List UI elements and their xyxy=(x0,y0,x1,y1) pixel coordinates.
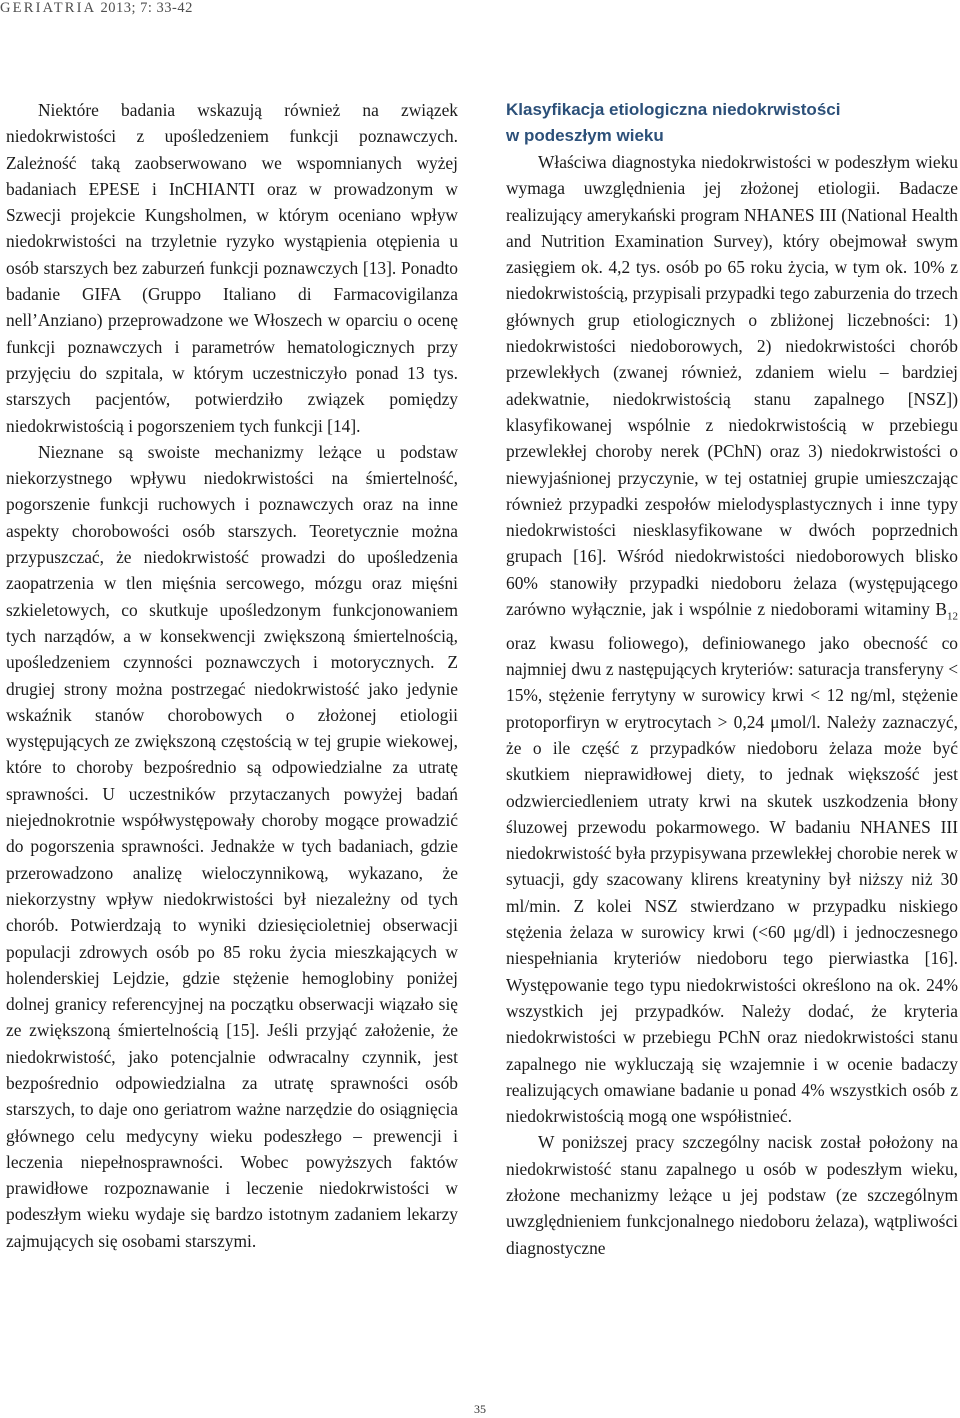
running-head xyxy=(0,0,193,22)
section-heading xyxy=(506,97,958,149)
vitamin-b12-subscript: 12 xyxy=(947,610,958,623)
journal-name: GERIATRIA xyxy=(0,0,97,16)
left-paragraph-1: Niektóre badania wskazują również na związek niedokrwistości z upośledzeniem funkcji poznawczych. Zależność taką zaobserwowano we wspomnianych wyżej badaniach EPESE i InCHIANTI oraz w prowadzonym w Szwecji projekcie Kungsholmen, w którym oceniano wpływ niedokrwistości na trzyletnie ryzyko wystąpienia otępienia u osób starszych bez zaburzeń funkcji poznawczych [13]. Ponadto badanie GIFA (Gruppo Italiano di Farmacovigilanza nell’Anziano) przeprowadzone we Włoszech w oparciu o ocenę funkcji poznawczych i parametrów hematologicznych przy przyjęciu do szpitala, w którym uczestniczyło ponad 13 tys. starszych pacjentów, potwierdziło związek pomiędzy niedokrwistością i pogorszeniem tych funkcji [14]. xyxy=(6,100,458,436)
right-column xyxy=(506,97,958,1261)
section-heading-line-1: Klasyfikacja etiologiczna niedokrwistości xyxy=(506,100,841,119)
right-paragraph-1-text: Właściwa diagnostyka niedokrwistości w podeszłym wieku wymaga uwzględnienia jej złożonej etiologii. Badacze realizujący amerykański program NHANES III (National Health and Nutrition Examination Survey), który obejmował swym zasięgiem ok. 4,2 tys. osób po 65 roku życia, w tym ok. 10% z niedokrwistością, przypisali przypadki tego zaburzenia do trzech głównych grup etiologicznych o zbliżonej liczebności: 1) niedokrwistości niedoborowych, 2) niedokrwistości chorób przewlekłych (zwanej również, zdaniem wielu – bardziej adekwatnie, niedokrwistością stanu zapalnego [NSZ]) klasyfikowanej wspólnie z niedokrwistością w przebiegu przewlekłej choroby nerek (PChN) oraz 3) niedokrwistości o niewyjaśnionej przyczynie, w tej ostatniej grupie umieszczając również przypadki zespołów mielodysplastycznych i inne typy niedokrwistości niesklasyfikowane w dwóch poprzednich grupach [16]. Wśród niedokrwistości niedoborowych blisko 60% stanowiły przypadki niedoboru żelaza (występującego zarówno wyłącznie, jak i wspólnie z niedoborami witaminy B xyxy=(506,152,958,620)
journal-citation: 2013; 7: 33-42 xyxy=(100,0,193,16)
left-column xyxy=(6,97,458,1254)
page-number: 35 xyxy=(474,1402,486,1416)
section-heading-line-2: w podeszłym wieku xyxy=(506,126,664,145)
right-paragraph-2: W poniższej pracy szczególny nacisk został położony na niedokrwistość stanu zapalnego u osób w podeszłym wieku, złożone mechanizmy leżące u jej podstaw (ze szczególnym uwzględnieniem funkcjonalnego niedoboru żelaza), wątpliwości diagnostyczne xyxy=(506,1132,958,1258)
right-paragraph-1-rest: oraz kwasu foliowego), definiowanego jako obecność co najmniej dwu z następujących kryteriów: saturacja transferyny < 15%, stężenie ferrytyny w surowicy krwi < 12 ng/ml, stężenie protoporfiryn w erytrocytach > 0,24 μmol/l. Należy zaznaczyć, że o ile część z przypadków niedoboru żelaza może być skutkiem nieprawidłowej diety, to jednak większość jest odzwierciedleniem utraty krwi na skutek uszkodzenia błony śluzowej przewodu pokarmowego. W badaniu NHANES III niedokrwistość była przypisywana przewlekłej chorobie nerek w sytuacji, gdy szacowany klirens kreatyniny był niższy niż 30 ml/min. Z kolei NSZ stwierdzano w przypadku niskiego stężenia żelaza w surowicy krwi (<60 μg/dl) i jednoczesnego niespełniania kryteriów niedoboru tego pierwiastka [16]. Występowanie tego typu niedokrwistości określono na ok. 24% wszystkich jej przypadków. Należy dodać, że kryteria niedokrwistości w przebiegu PChN oraz niedokrwistości stanu zapalnego nie wykluczają się wzajemnie i w ocenie badaczy realizujących omawiane badanie u ponad 4% wszystkich osób z niedokrwistością mogą one współistnieć. xyxy=(506,632,958,1127)
right-paragraph-1 xyxy=(506,149,958,1129)
left-paragraph-2: Nieznane są swoiste mechanizmy leżące u podstaw niekorzystnego wpływu niedokrwistości na śmiertelność, pogorszenie funkcji ruchowych i poznawczych oraz na inne aspekty chorobowości osób starszych. Teoretycznie można przypuszczać, że niedokrwistość prowadzi do upośledzenia zaopatrzenia w tlen mięśnia sercowego, mózgu oraz mięśni szkieletowych, co skutkuje upośledzonym funkcjonowaniem tych narządów, a w konsekwencji zwiększoną śmiertelnością, upośledzeniem czynności poznawczych i motorycznych. Z drugiej strony można postrzegać niedokrwistość jako jedynie wskaźnik stanów chorobowych o złożonej etiologii występujących ze zwiększoną częstością w tej grupie wiekowej, które to choroby bezpośrednio są odpowiedzialne za utratę sprawności. U uczestników przytaczanych powyżej badań niejednokrotnie współwystępowały choroby mogące prowadzić do pogorszenia sprawności. Jednakże w tych badaniach, gdzie przerowadzono analizę wieloczynnikową, wykazano, że niekorzystny wpływ niedokrwistości był niezależny od tych chorób. Potwierdzają to wyniki dziesięcioletniej obserwacji populacji zdrowych osób po 85 roku życia mieszkających w holenderskiej Lejdzie, gdzie stężenie hemoglobiny poniżej dolnej granicy referencyjnej na początku obserwacji wiązało się ze zwiększoną śmiertelnością [15]. Jeśli przyjąć założenie, że niedokrwistość, jako potencjalnie odwracalny czynnik, jest bezpośrednio odpowiedzialna za utratę sprawności osób starszych, to daje ono geriatrom ważne narzędzie do osiągnięcia głównego celu medycyny wieku podeszłego – prewencji i leczenia niepełnosprawności. Wobec powyższych faktów prawidłowe rozpoznawanie i leczenie niedokrwistości w podeszłym wieku wydaje się bardzo istotnym zadaniem lekarzy zajmujących się osobami starszymi. xyxy=(6,441,458,1251)
